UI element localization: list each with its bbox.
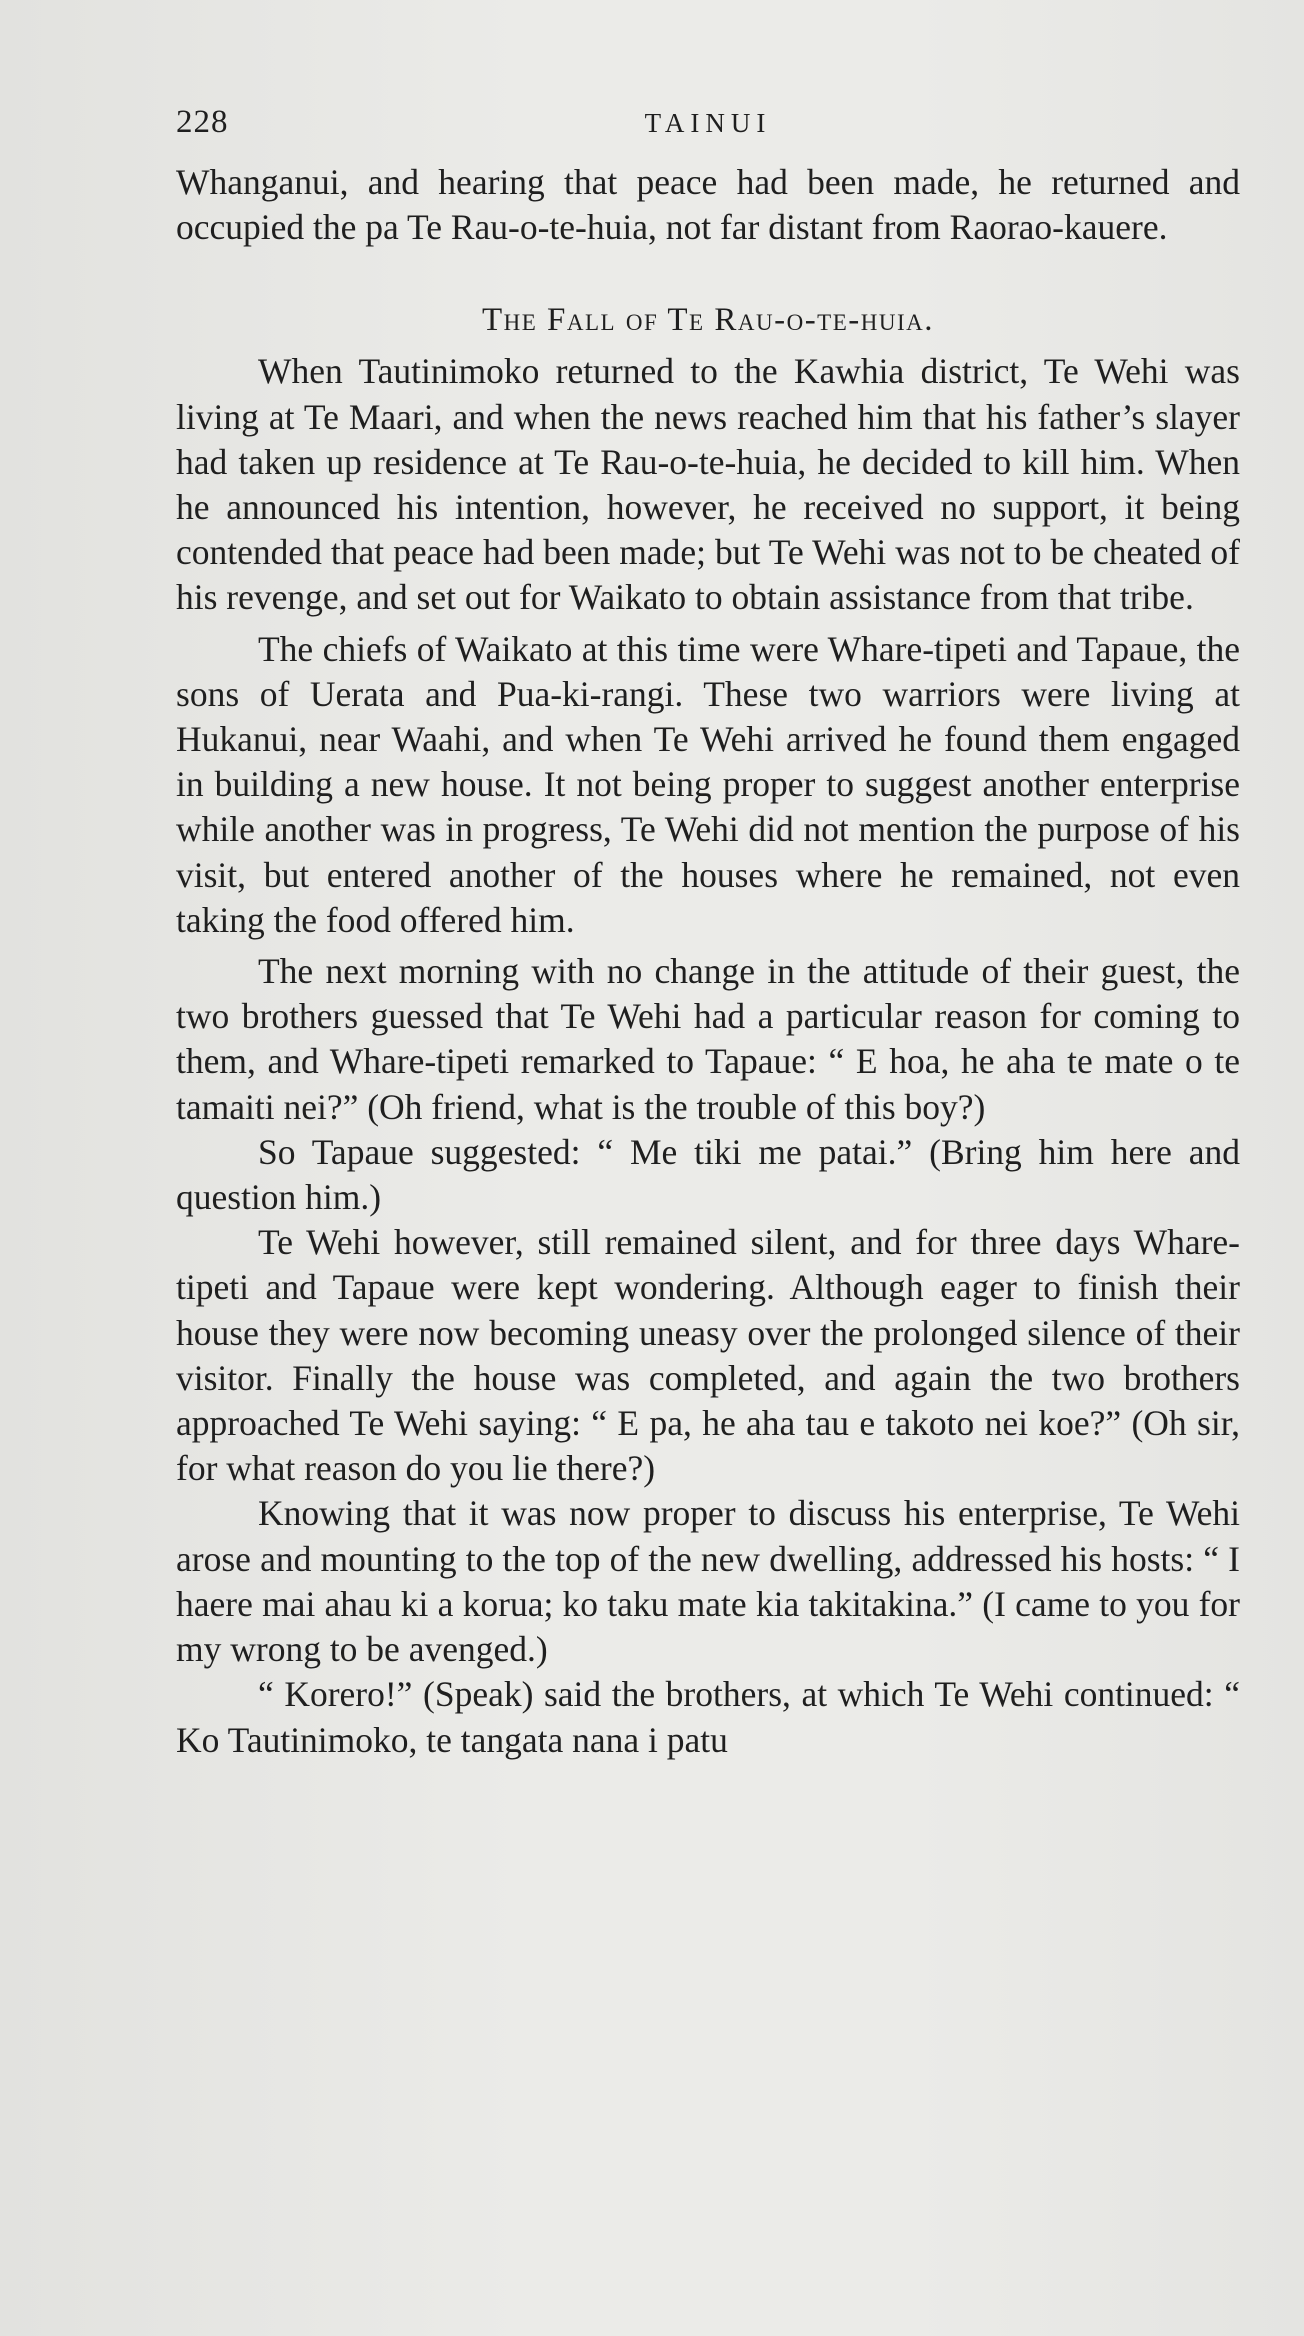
section-title: The Fall of Te Rau-o-te-huia. (481, 302, 935, 339)
running-title: TAINUI (644, 108, 772, 138)
paragraph: The next morning with no change in the attitude of their guest, the two brothers guessed that Te Wehi had a particular reason for coming to them, and Whare-tipeti remarked to Tapaue: “ E hoa, he aha te mate o te tamaiti nei?” (Oh friend, what is the trouble of this boy?) (176, 951, 1240, 1127)
paragraph: “ Korero!” (Speak) said the brothers, at which Te Wehi continued: “ Ko Tautinimoko, te tangata nana i patu (176, 1674, 1240, 1760)
paragraph: So Tapaue suggested: “ Me tiki me patai.” (Bring him here and question him.) (176, 1131, 1240, 1218)
page-number: 228 (176, 104, 229, 140)
paragraph: Knowing that it was now proper to discuss his enterprise, Te Wehi arose and mounting to the top of the new dwelling, addressed his hosts: “ I haere mai ahau ki a korua; ko taku mate kia takitakina.” (I came to you for my wrong to be avenged.) (176, 1493, 1240, 1670)
opening-paragraph: Whanganui, and hearing that peace had been made, he returned and occupied the pa Te Rau-o-te-huia, not far distant from Raorao-kauere. (176, 162, 1240, 248)
page-header (176, 100, 1240, 160)
paragraph: Te Wehi however, still remained silent, and for three days Whare-tipeti and Tapaue were kept wondering. Although eager to finish their house they were now becoming uneasy over the prolonged silence of their visitor. Finally the house was completed, and again the two brothers approached Te Wehi saying: “ E pa, he aha tau e takoto nei koe?” (Oh sir, for what reason do you lie there?) (176, 1222, 1240, 1489)
paragraph: The chiefs of Waikato at this time were Whare-tipeti and Tapaue, the sons of Uerata and Pua-ki-rangi. These two warriors were living at Hukanui, near Waahi, and when Te Wehi arrived he found them engaged in building a new house. It not being proper to suggest another enterprise while another was in progress, Te Wehi did not mention the purpose of his visit, but entered another of the houses where he remained, not even taking the food offered him. (176, 628, 1240, 940)
paragraph: When Tautinimoko returned to the Kawhia district, Te Wehi was living at Te Maari, and when the news reached him that his father’s slayer had taken up residence at Te Rau-o-te-huia, he decided to kill him. When he announced his intention, however, he received no support, it being contended that peace had been made; but Te Wehi was not to be cheated of his revenge, and set out for Waikato to obtain assistance from that tribe. (176, 351, 1240, 618)
page-body (176, 160, 1240, 1763)
book-page (176, 100, 1240, 1763)
